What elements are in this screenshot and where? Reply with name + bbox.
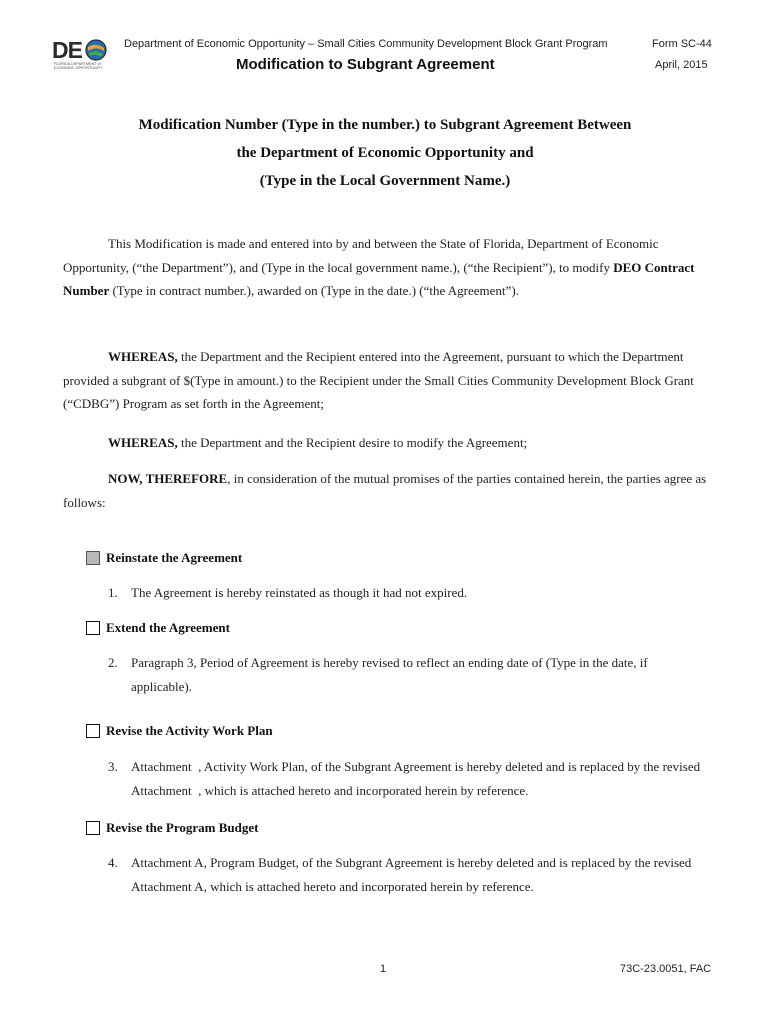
document-title-line-2: the Department of Economic Opportunity and <box>236 145 534 161</box>
whereas-label: WHEREAS, <box>108 435 178 450</box>
program-budget-label: Revise the Program Budget <box>106 820 259 835</box>
deo-logo <box>52 38 108 72</box>
work-plan-label: Revise the Activity Work Plan <box>106 723 273 738</box>
whereas-label: WHEREAS, <box>108 349 178 364</box>
intro-paragraph <box>63 232 713 303</box>
whereas-paragraph-2 <box>63 431 713 455</box>
extend-checkbox[interactable] <box>86 621 100 635</box>
work-plan-checkbox[interactable] <box>86 724 100 738</box>
item-number: 2. <box>108 655 118 670</box>
item-text: The Agreement is hereby reinstated as though it had not expired. <box>131 585 468 600</box>
reinstate-checkbox[interactable] <box>86 551 100 565</box>
form-date: April, 2015 <box>655 59 708 71</box>
whereas-text: the Department and the Recipient desire to modify the Agreement; <box>177 435 528 450</box>
form-title: Modification to Subgrant Agreement <box>236 56 495 73</box>
item-text: Attachment , Activity Work Plan, of the Subgrant Agreement is hereby deleted and is replaced by the revised Attachment , which is attached hereto and incorporated herein by reference. <box>131 759 703 798</box>
item-number: 3. <box>108 759 118 774</box>
item-number: 4. <box>108 855 118 870</box>
program-budget-checkbox[interactable] <box>86 821 100 835</box>
now-therefore-paragraph <box>63 467 713 514</box>
list-item <box>108 851 708 898</box>
now-therefore-label: NOW, THEREFORE <box>108 471 228 486</box>
work-plan-checkbox-row[interactable] <box>86 722 273 740</box>
globe-icon <box>85 39 107 61</box>
logo-text: DE <box>52 37 82 63</box>
program-budget-checkbox-row[interactable] <box>86 819 258 837</box>
reinstate-label: Reinstate the Agreement <box>106 550 243 565</box>
extend-checkbox-row[interactable] <box>86 619 230 637</box>
item-number: 1. <box>108 585 118 600</box>
form-number: Form SC-44 <box>652 38 712 50</box>
page-number: 1 <box>380 963 387 975</box>
document-title-line-1: Modification Number (Type in the number.) to Subgrant Agreement Between <box>138 117 632 133</box>
extend-label: Extend the Agreement <box>106 620 230 635</box>
reinstate-checkbox-row[interactable] <box>86 549 242 567</box>
logo-subtext: FLORIDA DEPARTMENT of ECONOMIC OPPORTUNITY <box>54 62 103 70</box>
intro-text-1: This Modification is made and entered into by and between the State of Florida, Department of Economic Opportunity, (“the Department”), and (Type in the local government name.), (“the Recipient”), to modify <box>63 236 659 275</box>
contract-number-label: DEO Contract Number <box>63 259 695 298</box>
rule-citation: 73C-23.0051, FAC <box>620 963 712 975</box>
whereas-paragraph-1 <box>63 345 713 416</box>
item-text: Paragraph 3, Period of Agreement is hereby revised to reflect an ending date of (Type in the date, if applicable). <box>131 655 648 694</box>
list-item <box>108 755 708 802</box>
list-item <box>108 581 708 605</box>
item-text: Attachment A, Program Budget, of the Subgrant Agreement is hereby deleted and is replaced by the revised Attachment A, which is attached hereto and incorporated herein by reference. <box>131 855 692 894</box>
department-line: Department of Economic Opportunity – Small Cities Community Development Block Grant Program <box>124 38 608 50</box>
intro-text-2: (Type in contract number.), awarded on (Type in the date.) (“the Agreement”). <box>109 283 519 298</box>
document-title-line-3: (Type in the Local Government Name.) <box>259 173 511 189</box>
now-therefore-text: , in consideration of the mutual promises of the parties contained herein, the parties agree as follows: <box>63 471 707 510</box>
whereas-text: the Department and the Recipient entered into the Agreement, pursuant to which the Department provided a subgrant of $(Type in amount.) to the Recipient under the Small Cities Community Development Block Grant (“CDBG”) Program as set forth in the Agreement; <box>63 349 694 411</box>
list-item <box>108 651 708 698</box>
